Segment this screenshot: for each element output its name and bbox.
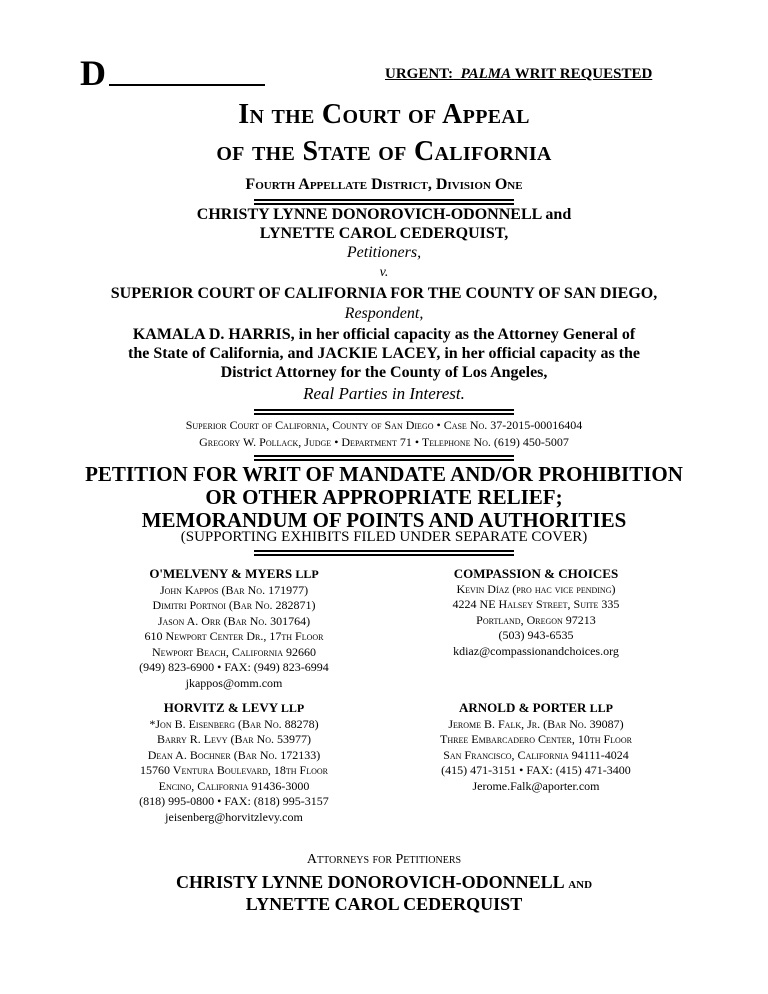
address-line: 15760 Ventura Boulevard, 18th Floor [140,763,328,777]
petition-title-line1: PETITION FOR WRIT OF MANDATE AND/OR PROHIBITION [85,462,683,486]
attorney-line: John Kappos (Bar No. 171977) [159,582,309,597]
address-line: Portland, Oregon 97213 [476,612,596,627]
attorney-line: Jerome B. Falk, Jr. (Bar No. 39087) [448,716,624,731]
email: jkappos@omm.com [185,675,283,690]
attorney-line: Barry R. Levy (Bar No. 53977) [156,732,312,746]
urgent-notice [385,66,652,83]
divider [254,455,514,461]
petitioners-role: Petitioners, [346,244,422,261]
versus: v. [379,265,389,280]
email: Jerome.Falk@aporter.com [472,778,600,793]
real-parties-line3: District Attorney for the County of Los Angeles, [220,364,548,381]
phone-fax: (818) 995-0800 • FAX: (818) 995-3157 [139,794,329,808]
writ-requested: WRIT REQUESTED [514,66,653,82]
attorney-line: *Jon B. Eisenberg (Bar No. 88278) [149,716,319,731]
counsel-block-arnold [386,700,686,794]
email: kdiaz@compassionandchoices.org [453,643,619,658]
petitioners-line2: LYNETTE CAROL CEDERQUIST, [259,225,509,242]
address-line: Encino, California 91436-3000 [158,778,310,793]
firm-name: ARNOLD & PORTER LLP [459,700,613,715]
petition-title-line2: OR OTHER APPROPRIATE RELIEF; [205,485,563,509]
attorney-line: Dimitri Portnoi (Bar No. 282871) [152,598,316,612]
trial-court-line1: Superior Court of California, County of San Diego • Case No. 37-2015-00016404 [185,418,583,432]
real-parties-line1: KAMALA D. HARRIS, in her official capacity as the Attorney General of [132,326,636,343]
petitioners-line1: CHRISTY LYNNE DONOROVICH-ODONNELL and [196,206,572,223]
address-line: Newport Beach, California 92660 [152,644,316,659]
divider [254,199,514,205]
document-letter: D [80,53,106,93]
trial-court-line2: Gregory W. Pollack, Judge • Department 71 • Telephone No. (619) 450-5007 [199,435,569,449]
court-district: Fourth Appellate District, Division One [245,176,523,193]
firm-name: HORVITZ & LEVY LLP [163,700,305,715]
court-title-line2: of the State of California [216,136,552,167]
email: jeisenberg@horvitzlevy.com [165,809,303,824]
divider [254,409,514,415]
firm-name: COMPASSION & CHOICES [453,566,619,581]
supporting-exhibits-note: (SUPPORTING EXHIBITS FILED UNDER SEPARATE COVER) [180,529,588,545]
address-line: 610 Newport Center Dr., 17th Floor [144,629,324,643]
petitioner-name-2: LYNETTE CAROL CEDERQUIST [245,894,523,914]
attorney-line: Dean A. Bochner (Bar No. 172133) [147,747,321,762]
phone: (503) 943-6535 [498,628,574,642]
real-parties-line2: the State of California, and JACKIE LACEY, in her official capacity as the [128,345,640,362]
real-parties-role: Real Parties in Interest. [303,384,465,403]
palma-word: PALMA [460,66,512,82]
counsel-block-omelveny [84,566,384,691]
phone-fax: (949) 823-6900 • FAX: (949) 823-6994 [139,660,329,674]
attorney-line: Kevin Díaz (pro hac vice pending) [456,581,616,596]
phone-fax: (415) 471-3151 • FAX: (415) 471-3400 [441,763,631,777]
counsel-block-compassion [386,566,686,659]
address-line: 4224 NE Halsey Street, Suite 335 [452,597,620,611]
court-title-line1: In the Court of Appeal [238,99,530,130]
attorney-line: Jason A. Orr (Bar No. 301764) [157,613,311,628]
attorneys-for-label: Attorneys for Petitioners [306,852,462,867]
urgent-prefix: URGENT: [385,66,454,82]
firm-name: O'MELVENY & MYERS LLP [149,566,319,581]
petition-title-line3: MEMORANDUM OF POINTS AND AUTHORITIES [141,508,627,532]
counsel-block-horvitz [84,700,384,825]
document-number-blank [109,84,265,86]
petitioner-name-1: CHRISTY LYNNE DONOROVICH-ODONNELL and [175,872,593,892]
respondent-role: Respondent, [344,305,424,322]
divider [254,550,514,556]
respondent-name: SUPERIOR COURT OF CALIFORNIA FOR THE COUNTY OF SAN DIEGO, [110,285,658,302]
address-line: Three Embarcadero Center, 10th Floor [440,732,632,746]
address-line: San Francisco, California 94111-4024 [443,747,629,762]
